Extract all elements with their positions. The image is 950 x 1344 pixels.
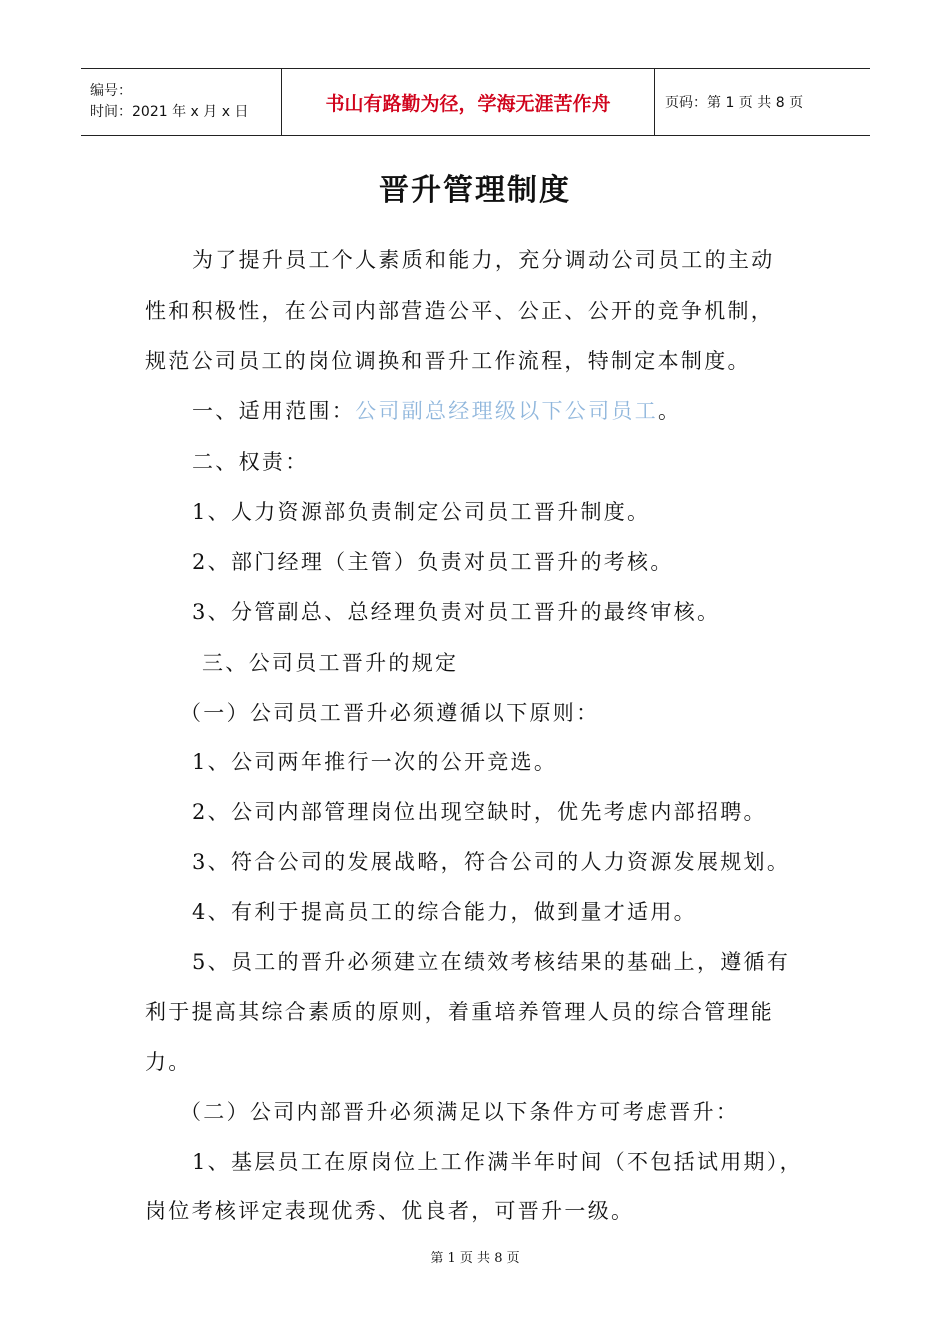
list-item: 3、分管副总、总经理负责对员工晋升的最终审核。 (192, 600, 721, 624)
paragraph-line: 性和积极性，在公司内部营造公平、公正、公开的竞争机制， (145, 299, 775, 323)
paragraph-line: 规范公司员工的岗位调换和晋升工作流程，特制定本制度。 (145, 349, 751, 373)
subsection-heading: （二）公司内部晋升必须满足以下条件方可考虑晋升： (180, 1100, 740, 1124)
list-item: 2、部门经理（主管）负责对员工晋升的考核。 (192, 550, 674, 574)
header-motto (282, 69, 655, 135)
list-item: 1、基层员工在原岗位上工作满半年时间（不包括试用期）， (192, 1150, 803, 1174)
number-label: 编号： (90, 83, 132, 99)
page-label: 页码：第 1 页 共 8 页 (665, 95, 804, 111)
page-footer: 第 1 页 共 8 页 (430, 1251, 520, 1266)
list-item: 1、人力资源部负责制定公司员工晋升制度。 (192, 500, 651, 524)
scope-line (192, 395, 681, 425)
motto-text: 书山有路勤为径，学海无涯苦作舟 (325, 92, 611, 115)
scope-end: 。 (658, 399, 682, 423)
list-item: 1、公司两年推行一次的公开竞选。 (192, 750, 558, 774)
header-meta (81, 69, 282, 135)
list-item: 4、有利于提高员工的综合能力，做到量才适用。 (192, 900, 697, 924)
section-heading: 二、权责： (192, 450, 309, 474)
section-heading: 三、公司员工晋升的规定 (202, 651, 459, 675)
paragraph-line: 利于提高其综合素质的原则，着重培养管理人员的综合管理能 (145, 1000, 775, 1024)
paragraph-line: 为了提升员工个人素质和能力，充分调动公司员工的主动 (192, 248, 775, 272)
paragraph-line: 岗位考核评定表现优秀、优良者，可晋升一级。 (145, 1199, 635, 1223)
paragraph-line: 力。 (145, 1050, 192, 1074)
scope-label: 一、适用范围： (192, 399, 356, 423)
list-item: 2、公司内部管理岗位出现空缺时，优先考虑内部招聘。 (192, 800, 767, 824)
scope-value: 公司副总经理级以下公司员工 (355, 399, 659, 423)
header-page (655, 69, 870, 135)
time-label: 时间：2021 年 x 月 x 日 (90, 104, 249, 120)
document-header (81, 68, 870, 136)
list-item: 5、员工的晋升必须建立在绩效考核结果的基础上，遵循有 (192, 950, 791, 974)
subsection-heading: （一）公司员工晋升必须遵循以下原则： (180, 701, 600, 725)
document-title: 晋升管理制度 (379, 173, 571, 208)
list-item: 3、符合公司的发展战略，符合公司的人力资源发展规划。 (192, 850, 791, 874)
